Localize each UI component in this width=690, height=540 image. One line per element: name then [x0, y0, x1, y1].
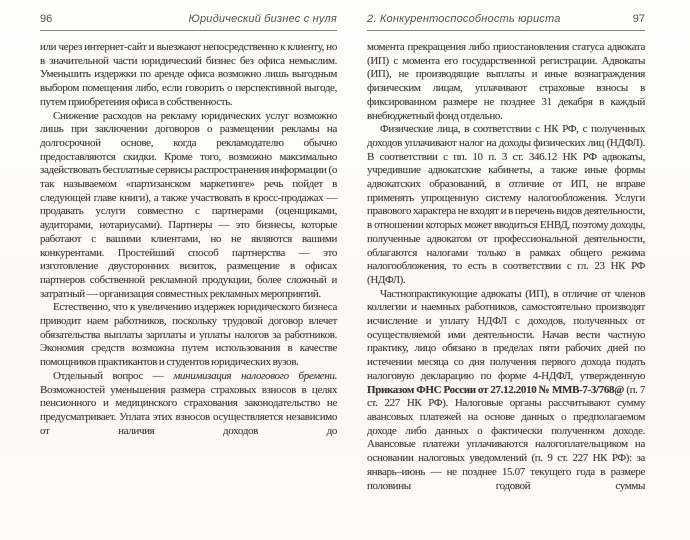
paragraph	[367, 123, 645, 287]
text-run: или через интернет-сайт и выезжают непосредственно к клиенту, но в значительной части юридический бизнес без офиса немыслим. Уменьшить издержки по аренде офиса возможно лишь выгодным выбором помещения либо, если говорить о перспективной выгоде, путем приобретения офиса в собственность.	[40, 41, 337, 108]
page-96-body	[40, 41, 337, 438]
page-number-right: 97	[632, 13, 645, 25]
text-run: Отдельный вопрос —	[53, 369, 174, 382]
text-run: Снижение расходов на рекламу юридических услуг возможно лишь при заключении договоров о размещении рекламы на долгосрочной основе, когда рекламодателю обычно предоставляются скидки. Кроме того, возможно максимально задействовать бесплатные сервисы распространения информации (о так называемом «партизанском маркетинге» речь пойдет в следующей главе книги), а также участвовать в кросс-продажах — продавать услуги совместно с партнерами (оценщиками, аудиторами, нотариусами). Партнеры — это бизнесы, которые работают с вашими клиентами, но не являются вашими конкурентами. Простейший способ партнерства — это изготовление двусторонних визиток, размещение в офисах партнеров собственной рекламной продукции, более сложный и затратный — организация совместных рекламных мероприятий.	[40, 109, 337, 300]
text-run: Физические лица, в соответствии с НК РФ, с полученных доходов уплачивают налог на доходы физических лиц (НДФЛ). В соответствии с пп. 10 п. 3 ст. 346.12 НК РФ адвокаты, учредившие адвокатские кабинеты, а также иные формы адвокатских образований, в отличие от ИП, не вправе применять упрощенную систему налогообложения. Услуги правового характера не входят и в перечень видов деятельности, в отношении которых может вводиться ЕНВД, поэтому доходы, полученные адвокатом от профессиональной деятельности, облагаются налогами только в рамках общего режима налогообложения, то есть в соответствии с гл. 23 НК РФ (НДФЛ).	[367, 123, 645, 286]
paragraph	[40, 110, 337, 302]
header-rule-left	[40, 30, 337, 31]
text-run: Частнопрактикующие адвокаты (ИП), в отличие от членов коллегии и наемных работников, самостоятельно производят исчисление и уплату НДФЛ с доходов, полученных от осуществляемой ими деятельности. Начав вести частную практику, лицо обязано в пределах пяти рабочих дней по истечении месяца со дня получения первого дохода подать налоговую декларацию по форме 4-НДФЛ, утвержденную	[367, 287, 645, 382]
page-number-left: 96	[40, 13, 53, 25]
page-97-body	[367, 41, 645, 493]
paragraph	[367, 41, 645, 123]
page-97-header	[367, 13, 645, 28]
text-run-bold: Приказом ФНС России от 27.12.2010 № ММВ-7-3/768@	[367, 383, 625, 396]
page-96-header	[40, 13, 337, 28]
text-run: Возможностей уменьшения размера страховых взносов в целях пенсионного и медицинского страхования законодательство не предусматривает. Уплата этих взносов осуществляется независимо от наличия доходов до	[40, 383, 337, 437]
page-97	[345, 0, 690, 540]
text-run: Естественно, что к увеличению издержек юридического бизнеса приводит наем работников, поскольку трудовой договор влечет обязательства выплаты зарплаты и уплаты налогов за работников. Экономия средств возможна путем использования в качестве помощников практикантов и студентов юридических вузов.	[40, 301, 337, 369]
running-header-right: 2. Конкурентоспособность юриста	[367, 13, 561, 25]
text-run-italic: минимизация налогового бремени.	[173, 369, 337, 382]
text-run: момента прекращения либо приостановления статуса адвоката (ИП) с момента его государственной регистрации. Адвокаты (ИП), не производящие выплаты и иные вознаграждения физическим лицам, уплачивают страховые взносы в фиксированном размере не позднее 31 декабря в каждый внебюджетный фонд отдельно.	[367, 41, 645, 122]
running-header-left: Юридический бизнес с нуля	[188, 13, 337, 25]
paragraph	[40, 301, 337, 370]
paragraph	[40, 41, 337, 110]
text-run: (п. 7 ст. 227 НК РФ). Налоговые органы рассчитывают сумму авансовых платежей на основе данных о предполагаемом доходе либо данных о фактически полученном доходе. Авансовые платежи уплачиваются налогоплательщиком на основании налоговых уведомлений (п. 9 ст. 227 НК РФ): за январь–июнь — не позднее 15.07 текущего года в размере половины годовой суммы	[367, 383, 646, 492]
paragraph	[40, 370, 337, 439]
paragraph	[367, 288, 645, 494]
header-rule-right	[367, 30, 645, 31]
